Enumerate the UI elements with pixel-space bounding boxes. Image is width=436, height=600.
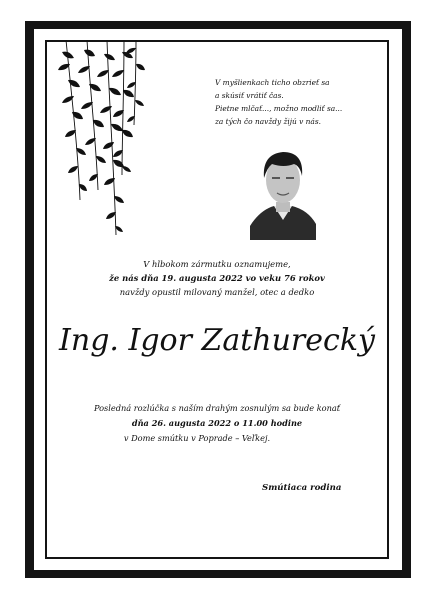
announcement-line-3: navždy opustil milovaný manžel, otec a dedko [119, 287, 315, 297]
death-announcement [45, 257, 389, 299]
announcement-line-1: V hlbokom zármutku oznamujeme, [143, 259, 291, 269]
signature: Smútiaca rodina [262, 483, 342, 493]
quote-line-1: V myšlienkach ticho obzrieť sa [215, 78, 330, 87]
quote-line-3: Pietne mlčať..., možno modliť sa... [215, 104, 343, 113]
funeral-line-2: dňa 26. augusta 2022 o 11.00 hodine [131, 418, 303, 428]
willow-branches-icon [52, 40, 147, 270]
announcement-line-2: že nás dňa 19. augusta 2022 vo veku 76 rokov [109, 273, 325, 283]
funeral-line-3: v Dome smútku v Poprade – Veľkej. [123, 433, 271, 443]
portrait-photo [250, 140, 316, 240]
funeral-line-1: Posledná rozlúčka s naším drahým zosnulým sa bude konať [93, 403, 341, 413]
deceased-name: Ing. Igor Zathurecký [59, 323, 375, 358]
memorial-quote [215, 76, 385, 128]
funeral-details [45, 401, 389, 446]
quote-line-2: a skúsiť vrátiť čas. [215, 91, 284, 100]
quote-line-4: za tých čo navždy žijú v nás. [215, 117, 321, 126]
